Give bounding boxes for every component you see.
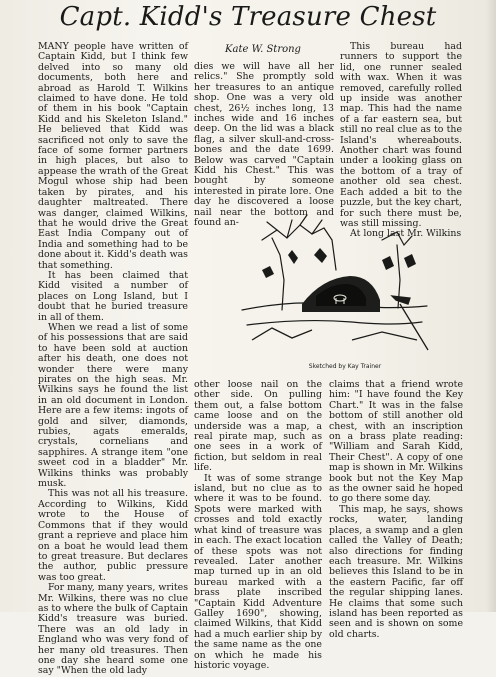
page-edge-shadow: [486, 0, 496, 612]
paragraph: claims that a friend wrote him: "I have found the Key Chart." It was in the false bottom of still another old chest, with an inscription on a brass plate reading: "William and Sarah Kidd, Their Chest". A copy of one map is shown in Mr. Wilkins book but not the Key Map as the owner said he hoped to go there some day.: [329, 379, 463, 505]
paragraph: This was not all his treasure. According to Wilkins, Kidd wrote to the House of Commons that if they would grant a reprieve and place him on a boat he would lead them to great treasure. But declares the author, public pressure was too great.: [38, 488, 188, 583]
column-1: [38, 42, 188, 677]
paragraph: MANY people have written of Captain Kidd, but I think few delved into so many old documents, both here and abroad as Harold T. Wilkins claimed to have done. He told of them in his book "Captain Kidd and his Skeleton Island." He believed that Kidd was sacrificed not only to save the face of some former partners in high places, but also to appease the wrath of the Great Mogul whose ship had been taken by pirates, and his daughter maltreated. There was danger, claimed Wilkins, that he would drive the Great East India Company out of India and something had to be done about it. Kidd's death was that something.: [38, 41, 188, 271]
paragraph: dies we will have all her relics." She promptly sold her treasures to an antique shop. One was a very old chest, 26½ inches long, 13 inches wide and 16 inches deep. On the lid was a black flag, a silver skull-and-cross-bones and the date 1699. Below was carved "Captain Kidd his Chest." This was bought by someone interested in pirate lore. One day he discovered a loose nail near the bottom and found an-: [194, 61, 334, 229]
column-2-bottom: [194, 380, 322, 671]
column-3-bottom: [329, 380, 463, 640]
paragraph: At long last Mr. Wilkins: [350, 228, 462, 240]
paragraph: For many, many years, writes Mr. Wilkins, there was no clue as to where the bulk of Captain Kidd's treasure was buried. There was an old lady in England who was very fond of her many old treasures. Then one day she heard some one say "When the old lady: [38, 582, 188, 677]
treasure-chest-sketch: [232, 200, 432, 365]
paragraph: other loose nail on the other side. On pulling them out, a false bottom came loose and on the underside was a map, a real pirate map, such as one sees in a work of fiction, but seldom in real life.: [194, 379, 322, 474]
paragraph: It was of some strange island, but no clue as to where it was to be found. Spots were marked with crosses and told exactly what kind of treasure was in each. The exact location of these spots was not revealed. Later another map turned up in an old bureau marked with a brass plate inscribed "Captain Kidd Adventure Galley 1690", showing, claimed Wilkins, that Kidd had a much earlier ship by the same name as the one on which he made his historic voyage.: [194, 472, 322, 671]
paragraph: It has been claimed that Kidd visited a number of places on Long Island, but I doubt that he buried treasure in all of them.: [38, 269, 188, 323]
paragraph: When we read a list of some of his possessions that are said to have been sold at auction after his death, one does not wonder there were many pirates on the high seas. Mr. Wilkins says he found the list in an old document in London. Here are a few items: ingots of gold and silver, diamonds, rubies, agats emeralds, crystals, cornelians and sapphires. A strange item "one sweet cod in a bladder" Mr. Wilkins thinks was probably musk.: [38, 321, 188, 490]
byline: Kate W. Strong: [225, 44, 301, 55]
article-title: Capt. Kidd's Treasure Chest: [59, 2, 437, 32]
illustration-credit: Sketched by Kay Trainer: [308, 363, 382, 370]
paragraph: This bureau had runners to support the lid, one runner sealed with wax. When it was removed, carefully rolled up inside was another map. This had the name of a far eastern sea, but still no real clue as to the Island's whereabouts. Another chart was found under a looking glass on the bottom of a tray of another old sea chest. Each added a bit to the puzzle, but the key chart, for such there must be, was still missing.: [340, 41, 462, 229]
paragraph: This map, he says, shows rocks, water, landing places, a swamp and a glen called the Valley of Death; also directions for finding each treasure. Mr. Wilkins believes this Island to be in the eastern Pacific, far off the regular shipping lanes. He claims that some such island has been reported as seen and is shown on some old charts.: [329, 503, 463, 640]
